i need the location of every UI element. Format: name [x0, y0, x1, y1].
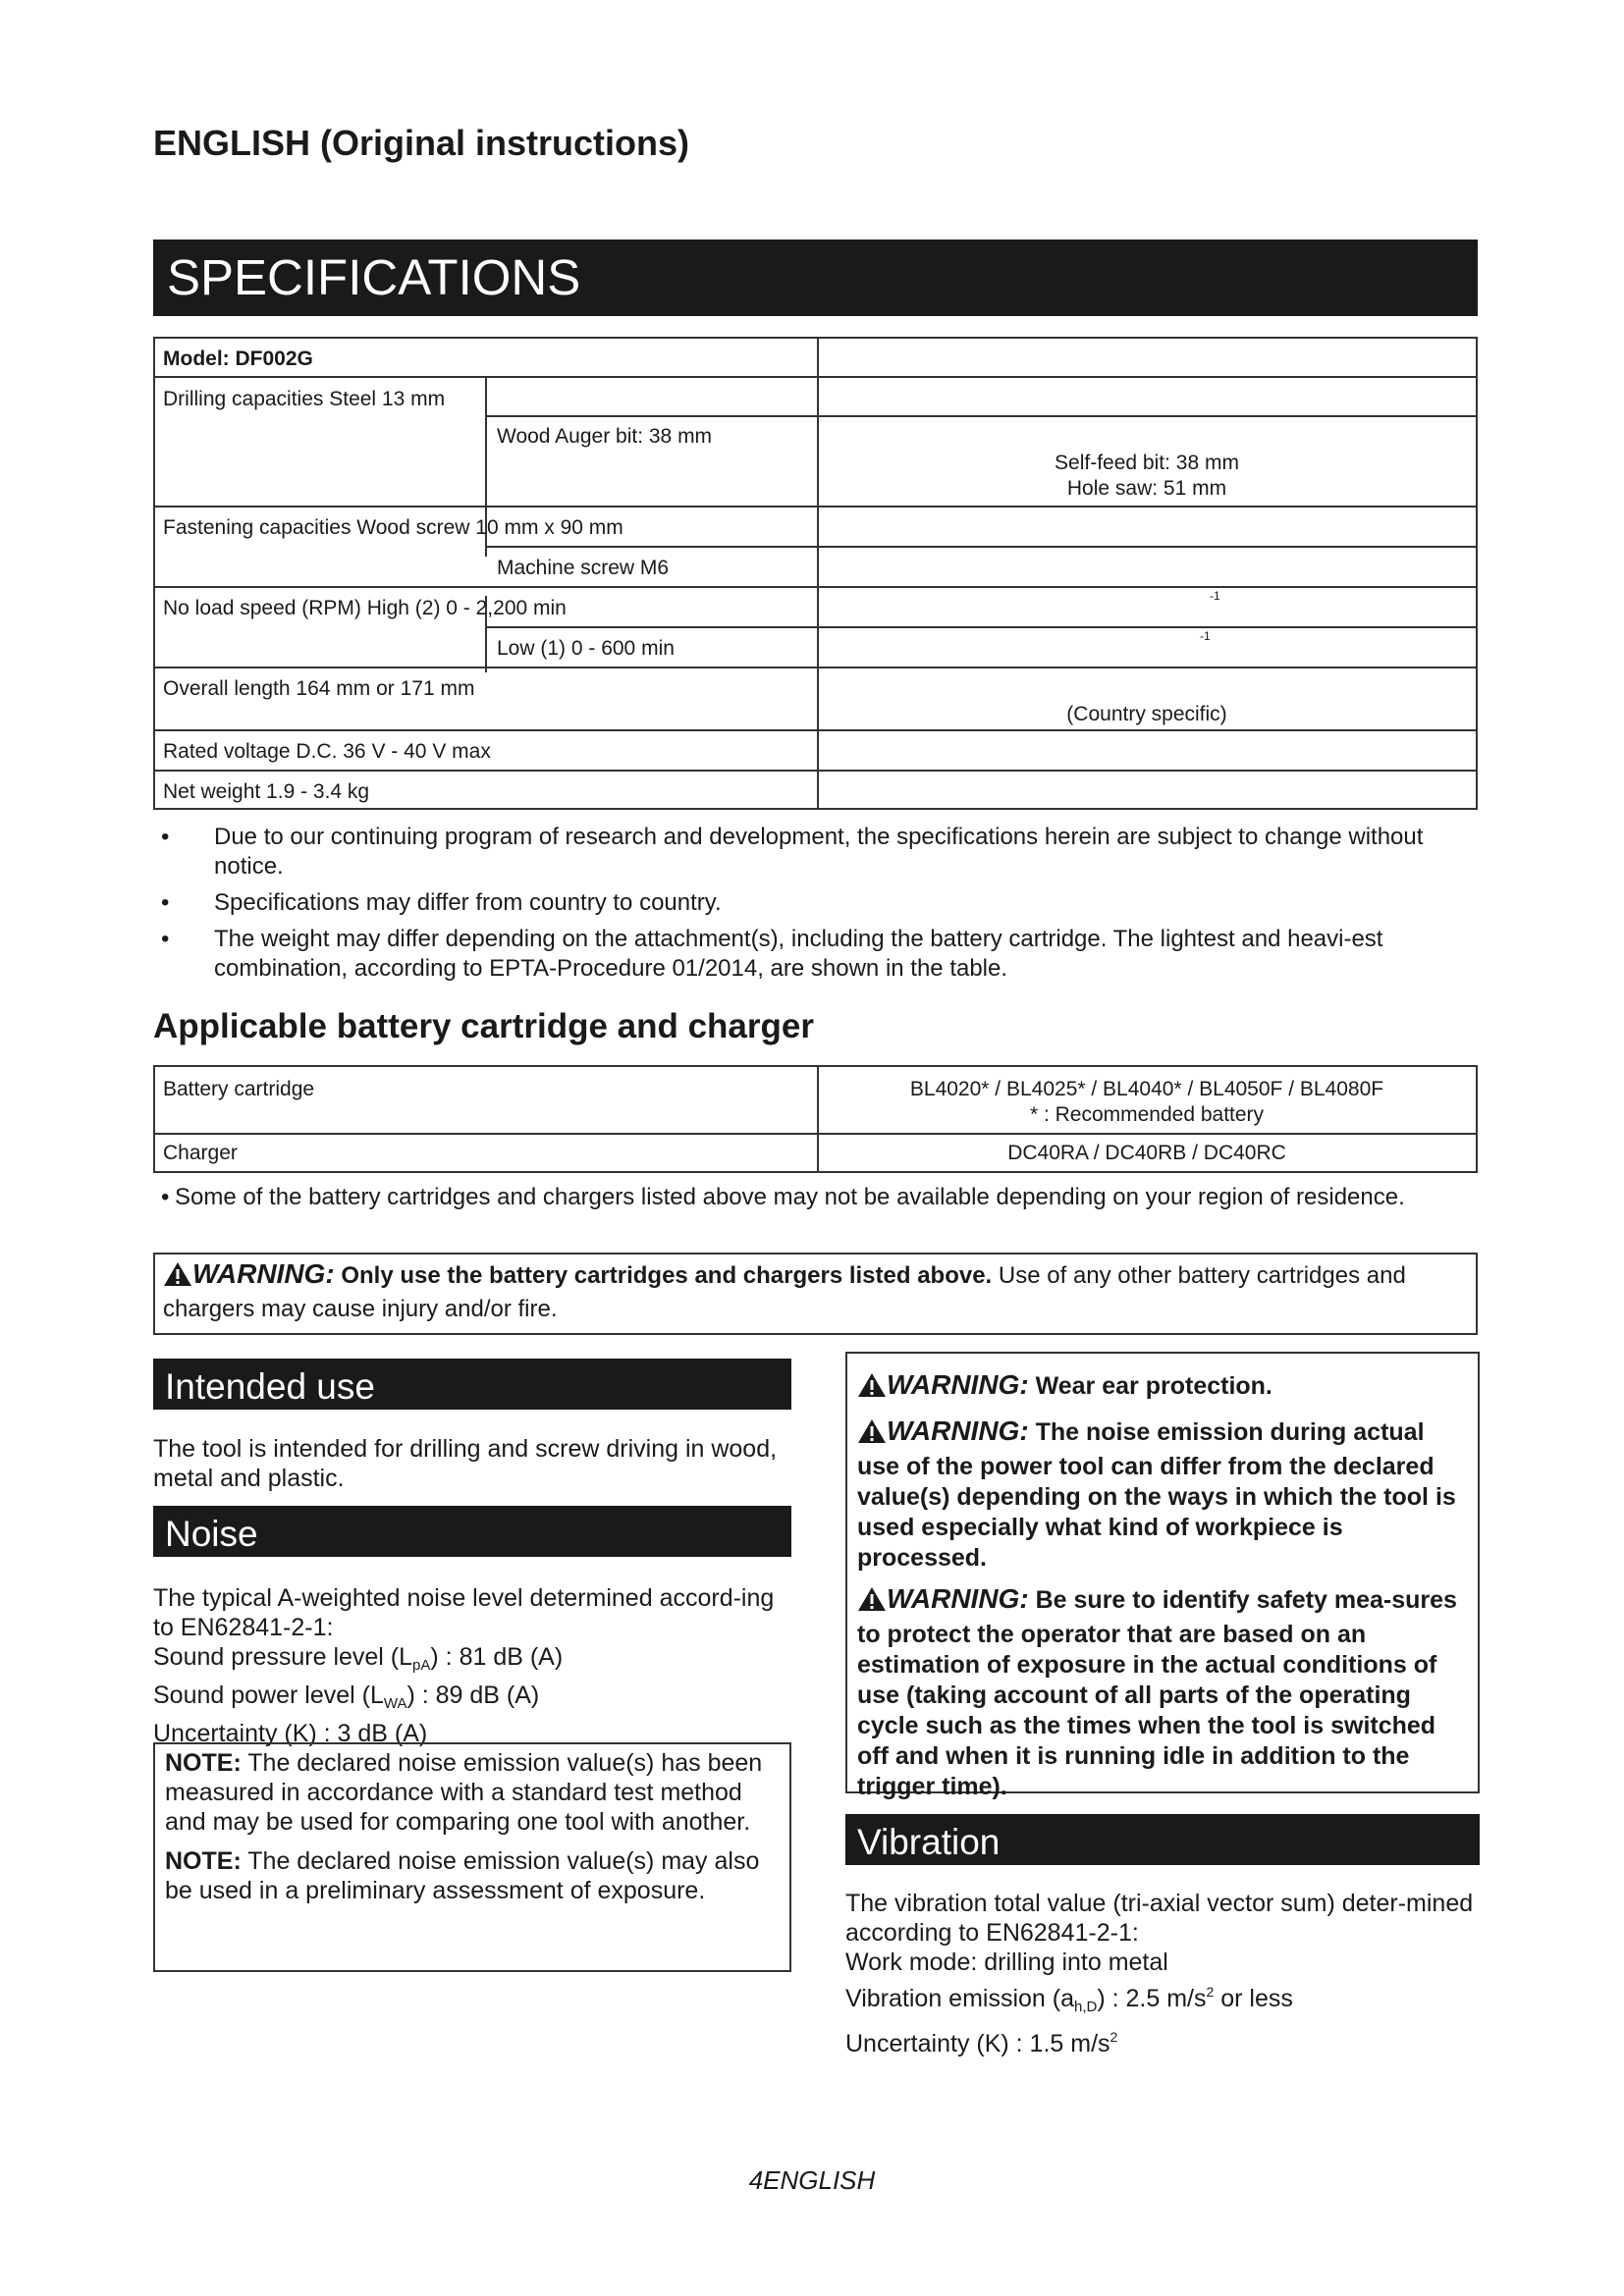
spec-hole-saw: Hole saw: 51 mm	[1066, 477, 1227, 500]
table-rule	[155, 729, 1476, 731]
table-rule	[155, 667, 1476, 668]
noise-title: Noise	[153, 1506, 791, 1557]
table-rule	[155, 376, 1476, 378]
table-rule	[155, 1133, 1476, 1135]
spec-drilling-steel: Drilling capacities Steel 13 mm	[163, 388, 446, 410]
noise-text	[153, 1583, 791, 1748]
spec-notes	[153, 823, 1478, 990]
table-rule	[485, 626, 1476, 628]
table-rule	[485, 546, 1476, 548]
spec-wood-auger: Wood Auger bit: 38 mm	[497, 425, 713, 448]
spec-fastening-wood: Fastening capacities Wood screw 10 mm x 90 mm	[163, 516, 623, 539]
sound-pressure-level: Sound pressure level $(L_{pA})$ : 81 dB (A)	[153, 1643, 564, 1674]
vibration-title: Vibration	[845, 1814, 1480, 1865]
spec-speed-high: No load speed (RPM) High (2) 0 - 2,200 min	[163, 597, 567, 619]
charger-label: Charger	[163, 1142, 238, 1164]
vibration-text	[845, 1889, 1480, 2058]
table-rule	[155, 586, 1476, 588]
table-rule	[485, 415, 1476, 417]
vibration-work-mode: Work mode: drilling into metal	[845, 1949, 1168, 1976]
vibration-emission: Vibration emission $(a_{h,D})$ : 2.5 $m/s^2$ or less	[845, 1984, 1293, 2015]
spec-speed-low: Low (1) 0 - 600 min	[497, 637, 675, 660]
warning-triangle-icon	[163, 1261, 192, 1295]
spec-net-weight: Net weight 1.9 - 3.4 kg	[163, 780, 370, 803]
spec-machine-screw: Machine screw M6	[497, 557, 670, 579]
noise-uncertainty: Uncertainty (K) : 3 dB (A)	[153, 1720, 428, 1747]
warning-triangle-icon	[857, 1586, 887, 1620]
table-divider	[817, 339, 819, 810]
spec-note: • Specifications may differ from country to country.	[153, 888, 1478, 918]
charger-value: DC40RA / DC40RB / DC40RC	[1007, 1142, 1286, 1164]
battery-section-title: Applicable battery cartridge and charger	[153, 1007, 814, 1045]
spec-self-feed: Self-feed bit: 38 mm	[1055, 452, 1239, 474]
noise-notes-box	[153, 1742, 791, 1972]
sound-power-level: Sound power level $(L_{WA})$ : 89 dB (A)	[153, 1682, 540, 1712]
spec-speed-high-exponent: -1	[1210, 589, 1220, 603]
spec-note: • The weight may differ depending on the attachment(s), including the battery cartridge. The lightest and heavi-est combination, according to EPTA-Procedure 01/2014, are shown in the table.	[153, 925, 1478, 984]
noise-intro: The typical A-weighted noise level determined accord-ing to EN62841-2-1:	[153, 1584, 775, 1641]
noise-note-2: NOTE: The declared noise emission value(s) may also be used in a preliminary assessment of exposure.	[165, 1847, 760, 1904]
intended-use-text: The tool is intended for drilling and screw driving in wood, metal and plastic.	[153, 1435, 778, 1492]
language-header: ENGLISH (Original instructions)	[153, 123, 690, 163]
warning-text: Use of any other battery cartridges and chargers may cause injury and/or fire.	[163, 1262, 1406, 1322]
warning-batteries	[153, 1253, 1478, 1335]
warning-triangle-icon	[857, 1372, 887, 1406]
battery-cartridge-value: BL4020* / BL4025* / BL4040* / BL4050F / BL4080F	[909, 1078, 1384, 1100]
battery-cartridge-label: Battery cartridge	[163, 1078, 315, 1100]
intended-use-title: Intended use	[153, 1359, 791, 1410]
battery-cartridge-note: * : Recommended battery	[1029, 1103, 1265, 1126]
availability-note: • Some of the battery cartridges and chargers listed above may not be available depending on your region of residence.	[153, 1183, 1478, 1212]
warning-safety-measures: WARNING: Be sure to identify safety mea-sures to protect the operator that are based on an estimation of exposure in the actual conditions of use (taking account of all parts of the operating cycle such as the times when the tool is switched off and when it is running idle in addition to the trigger time).	[857, 1583, 1457, 1800]
table-rule	[155, 770, 1476, 772]
warning-bold-text: Only use the battery cartridges and chargers listed above.	[341, 1262, 993, 1289]
warning-noise-emission: WARNING: The noise emission during actual use of the power tool can differ from the declared value(s) depending on the ways in which the tool is used especially what kind of workpiece is processed.	[857, 1415, 1456, 1572]
vibration-uncertainty: Uncertainty (K) : 1.5 $m/s^2$	[845, 2029, 1118, 2057]
spec-model: Model: DF002G	[163, 347, 313, 370]
spec-overall-length: Overall length 164 mm or 171 mm	[163, 677, 475, 700]
warning-triangle-icon	[857, 1418, 887, 1452]
spec-rated-voltage: Rated voltage D.C. 36 V - 40 V max	[163, 740, 491, 763]
warning-label: WARNING:	[192, 1258, 335, 1289]
noise-warnings-box	[845, 1352, 1480, 1800]
warning-ear-protection: WARNING: Wear ear protection.	[857, 1369, 1468, 1406]
spec-country-specific: (Country specific)	[1066, 703, 1227, 725]
vibration-intro: The vibration total value (tri-axial vector sum) deter-mined according to EN62841-2-1:	[845, 1890, 1474, 1947]
table-rule	[155, 506, 1476, 507]
noise-note-1: NOTE: The declared noise emission value(s) has been measured in accordance with a standard test method and may be used for comparing one tool with another.	[165, 1749, 763, 1836]
spec-note: • Due to our continuing program of research and development, the specifications herein are subject to change without notice.	[153, 823, 1478, 881]
specifications-title: SPECIFICATIONS	[153, 240, 1478, 316]
page-footer: 4ENGLISH	[748, 2165, 876, 2195]
availability-note-list	[153, 1183, 1478, 1219]
spec-speed-low-exponent: -1	[1200, 629, 1211, 643]
